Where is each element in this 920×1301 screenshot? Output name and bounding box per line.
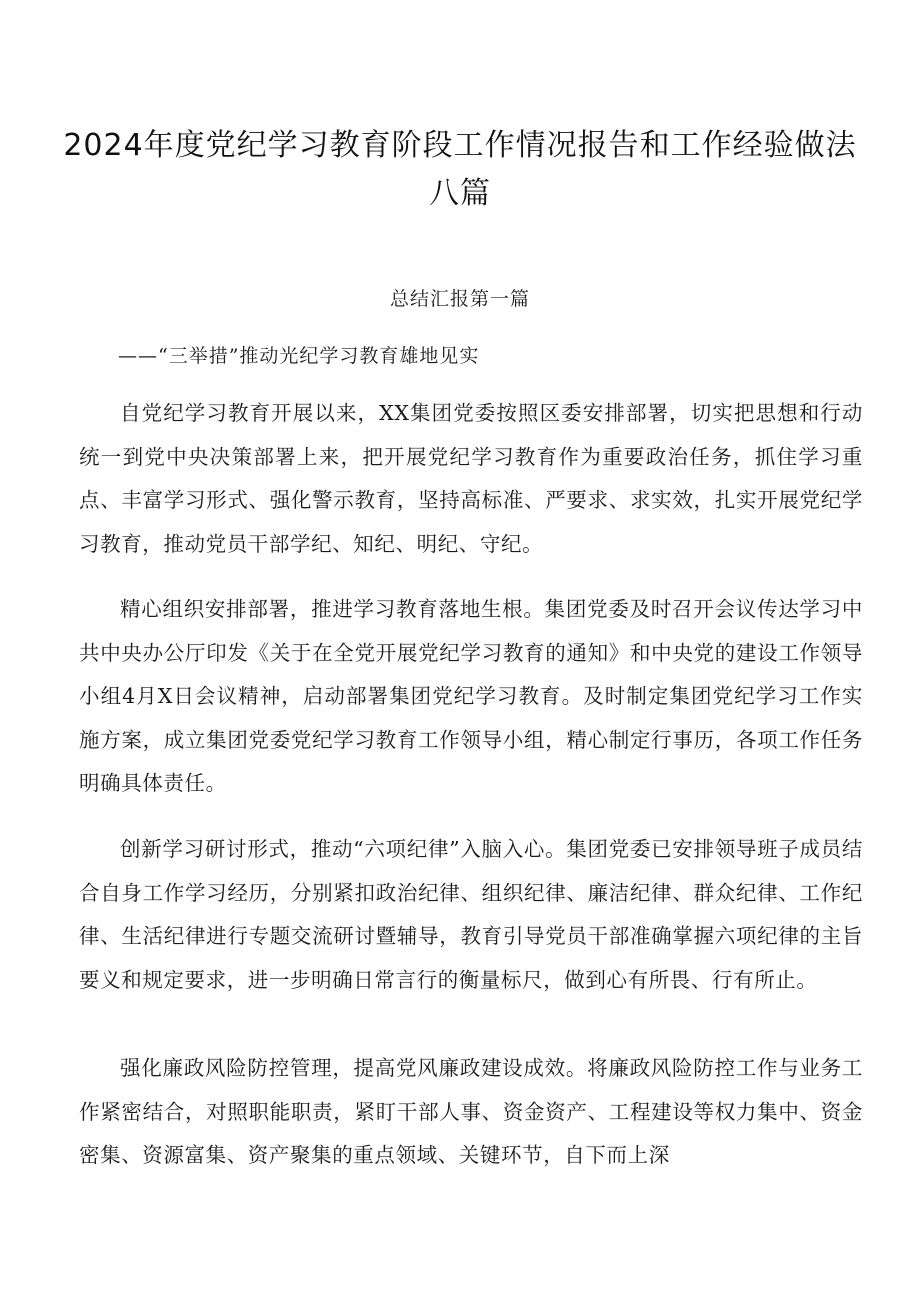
section-heading: 总结汇报第一篇 <box>389 288 530 310</box>
paragraph-2: 精心组织安排部署，推进学习教育落地生根。集团党委及时召开会议传达学习中共中央办公厅印发《关于在全党开展党纪学习教育的通知》和中央党的建设工作领导小组4月X日会议精神，启动部署集团党纪学习教育。及时制定集团党纪学习工作实施方案，成立集团党委党纪学习教育工作领导小组，精心制定行事历，各项工作任务明确具体责任。 <box>79 597 863 795</box>
section-subtitle: ——“三举措”推动光纪学习教育雄地见实 <box>118 345 480 367</box>
document-title: 2024年度党纪学习教育阶段工作情况报告和工作经验做法八篇 <box>63 128 857 211</box>
paragraph-3: 创新学习研讨形式，推动“六项纪律”入脑入心。集团党委已安排领导班子成员结合自身工作学习经历，分别紧扣政治纪律、组织纪律、廉洁纪律、群众纪律、工作纪律、生活纪律进行专题交流研讨暨辅导，教育引导党员干部准确掌握六项纪律的主旨要义和规定要求，进一步明确日常言行的衡量标尺，做到心有所畏、行有所止。 <box>79 837 863 992</box>
paragraph-1: 自党纪学习教育开展以来，XX集团党委按照区委安排部署，切实把思想和行动统一到党中央决策部署上来，把开展党纪学习教育作为重要政治任务，抓住学习重点、丰富学习形式、强化警示教育，坚持高标准、严要求、求实效，扎实开展党纪学习教育，推动党员干部学纪、知纪、明纪、守纪。 <box>79 401 863 556</box>
paragraph-4: 强化廉政风险防控管理，提高党风廉政建设成效。将廉政风险防控工作与业务工作紧密结合，对照职能职责，紧盯干部人事、资金资产、工程建设等权力集中、资金密集、资源富集、资产聚集的重点领域、关键环节，自下而上深 <box>79 1056 863 1167</box>
